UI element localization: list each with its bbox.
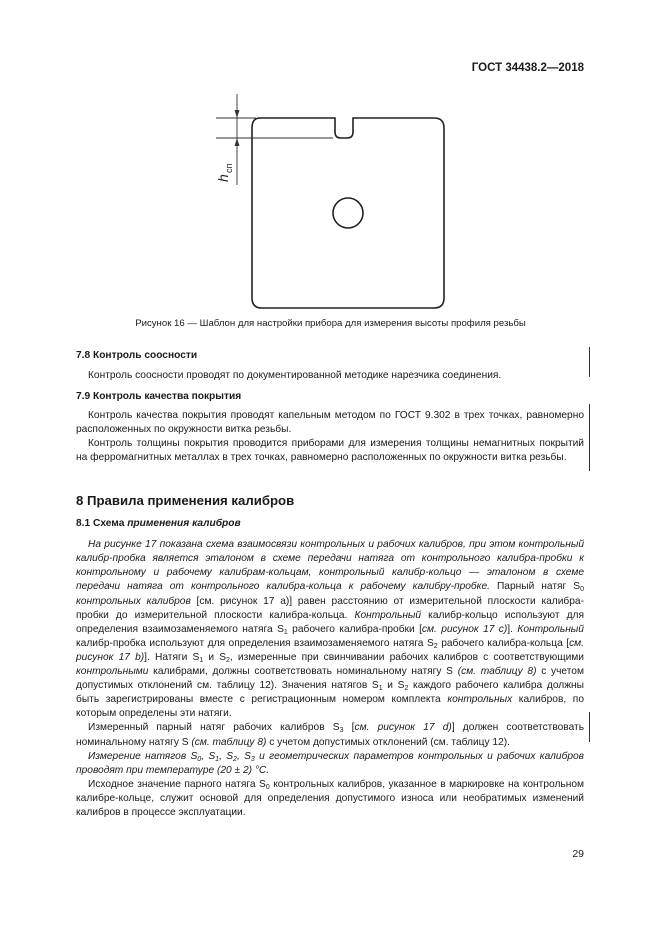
section-7-8-title: 7.8 Контроль соосности — [76, 350, 198, 361]
figure-caption: Рисунок 16 — Шаблон для настройки прибора для измерения высоты профиля резьбы — [135, 318, 526, 329]
svg-text:h: h — [215, 174, 231, 182]
change-bar — [589, 404, 590, 471]
dimension-label-h-sp — [215, 164, 234, 183]
paragraph-paired-interference: Измеренный парный натяг рабочих калибров $S_3$ [см. рисунок 17 d)] должен соответствовать номинальному натягу S (см. таблицу 8) с учетом допустимых отклонений (см. таблицу 12). — [76, 722, 585, 748]
standard-number: ГОСТ 34438.2—2018 — [471, 62, 584, 74]
template-hole — [333, 198, 363, 228]
section-7-9-title: 7.9 Контроль качества покрытия — [76, 391, 242, 402]
template-plate-outline — [252, 118, 444, 308]
page-number: 29 — [572, 848, 584, 860]
change-bar — [589, 712, 590, 742]
change-bar — [589, 347, 590, 377]
paragraph-measurement-temperature: Измерение натягов $S_0$, $S_1$, $S_2$, $S_3$ и геометрических параметров контрольных и рабочих калибров проводят при температуре (20 ± 2) °С. — [76, 750, 584, 776]
paragraph: Контроль соосности проводят по документированной методике нарезчика соединения. — [88, 370, 502, 382]
paragraph: Контроль толщины покрытия проводится приборами для измерения толщины немагнитных покрытий на ферромагнитных металлах в трех точках, равномерно расположенных по окружности витка резьбы. — [76, 438, 584, 464]
section-8-1-title: 8.1 Схема применения калибров — [76, 518, 241, 530]
section-7-9 — [76, 390, 584, 465]
section-8-title: 8 Правила применения калибров — [76, 493, 295, 508]
svg-text:сп: сп — [224, 163, 234, 173]
paragraph-gauge-scheme: На рисунке 17 показана схема взаимосвязи контрольных и рабочих калибров, при этом контрольный калибр-пробка является эталоном в схеме передачи натяга от контрольного калибра-пробки к контрольному и рабочему калибрам-кольцам, контрольный калибр-кольцо — эталоном в схеме передачи натяга от контрольного калибра-кольца к рабочему калибру-пробке. Парный натяг $S_0$ контрольных калибров [см. рисунок 17 a)] равен расстоянию от измерительной плоскости калибра-пробки до измерительной плоскости калибра-кольца. Контрольный калибр-кольцо используют для определения взаимозаменяемого натяга $S_1$ рабочего калибра-пробки [см. рисунок 17 c)]. Контрольный калибр-пробка используют для определения взаимозаменяемого натяга $S_2$ рабочего калибра-кольца [см. рисунок 17 b)]. Натяги $S_1$ и $S_2$, измеренные при свинчивании рабочих калибров с соответствующими контрольными калибрами, должны соответствовать номинальному натягу S (см. таблицу 8) с учетом допустимых отклонений см. таблицу 12). Значения натягов $S_1$ и $S_2$ каждого рабочего калибра должны быть зарегистрированы вместе с регистрационным номером комплекта контрольных калибров, по которым определены эти натяги. — [76, 539, 584, 720]
section-8 — [76, 494, 584, 820]
paragraph-initial-value: Исходное значение парного натяга $S_0$ контрольных калибров, указанное в маркировке на контрольном калибре-кольце, служит основой для определения допустимого износа или необратимых изменений калибров в процессе эксплуатации. — [76, 778, 584, 818]
section-7-8 — [76, 349, 584, 383]
figure-16-template-drawing — [150, 90, 470, 315]
paragraph: Контроль качества покрытия проводят капельным методом по ГОСТ 9.302 в трех точках, равномерно расположенных по окружности витка резьбы. — [76, 410, 584, 436]
